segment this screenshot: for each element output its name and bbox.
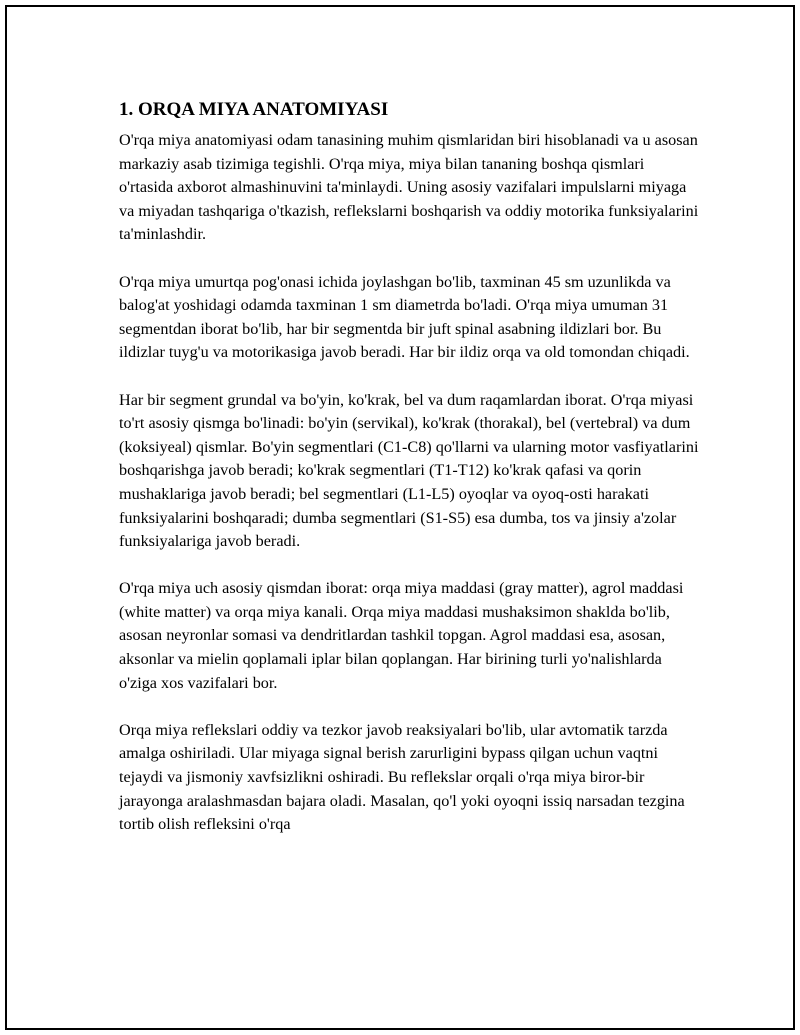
page-frame <box>5 5 795 1030</box>
paragraph-3: Har bir segment grundal va bo'yin, ko'krak, bel va dum raqamlardan iborat. O'rqa miyasi to'rt asosiy qismga bo'linadi: bo'yin (servikal), ko'krak (thorakal), bel (vertebral) va dum (koksiyeal) qismlar. Bo'yin segmentlari (C1-C8) qo'llarni va ularning motor vasfiyatlarini boshqarishga javob beradi; ko'krak segmentlari (T1-T12) ko'krak qafasi va qorin mushaklariga javob beradi; bel segmentlari (L1-L5) oyoqlar va oyoq-osti harakati funksiyalarini boshqaradi; dumba segmentlari (S1-S5) esa dumba, tos va jinsiy a'zolar funksiyalariga javob beradi. <box>119 390 699 551</box>
section-heading: 1. ORQA MIYA ANATOMIYASI <box>119 99 389 120</box>
paragraph-4: O'rqa miya uch asosiy qismdan iborat: orqa miya maddasi (gray matter), agrol maddasi (white matter) va orqa miya kanali. Orqa miya maddasi mushaksimon shaklda bo'lib, asosan neyronlar somasi va dendritlardan tashkil topgan. Agrol maddasi esa, asosan, aksonlar va mielin qoplamali iplar bilan qoplangan. Har birining turli yo'nalishlarda o'ziga xos vazifalari bor. <box>119 579 684 692</box>
paragraph-5: Orqa miya reflekslari oddiy va tezkor javob reaksiyalari bo'lib, ular avtomatik tarzda amalga oshiriladi. Ular miyaga signal berish zarurligini bypass qilgan uchun vaqtni tejaydi va jismoniy xavfsizlikni oshiradi. Bu reflekslar orqali o'rqa miya biror-bir jarayonga aralashmasdan bajara oladi. Masalan, qo'l yoki oyoqni issiq narsadan tezgina tortib olish refleksini o'rqa <box>119 720 685 834</box>
document-body <box>119 97 699 860</box>
paragraph-2: O'rqa miya umurtqa pog'onasi ichida joylashgan bo'lib, taxminan 45 sm uzunlikda va balog'at yoshidagi odamda taxminan 1 sm diametrda bo'ladi. O'rqa miya umuman 31 segmentdan iborat bo'lib, har bir segmentda bir juft spinal asabning ildizlari bor. Bu ildizlar tuyg'u va motorikasiga javob beradi. Har bir ildiz orqa va old tomondan chiqadi. <box>119 272 690 362</box>
paragraph-1: O'rqa miya anatomiyasi odam tanasining muhim qismlaridan biri hisoblanadi va u asosan markaziy asab tizimiga tegishli. O'rqa miya, miya bilan tananing boshqa qismlari o'rtasida axborot almashinuvini ta'minlaydi. Uning asosiy vazifalari impulslarni miyaga va miyadan tashqariga o'tkazish, reflekslarni boshqarish va oddiy motorika funksiyalarini ta'minlashdir. <box>119 131 699 244</box>
